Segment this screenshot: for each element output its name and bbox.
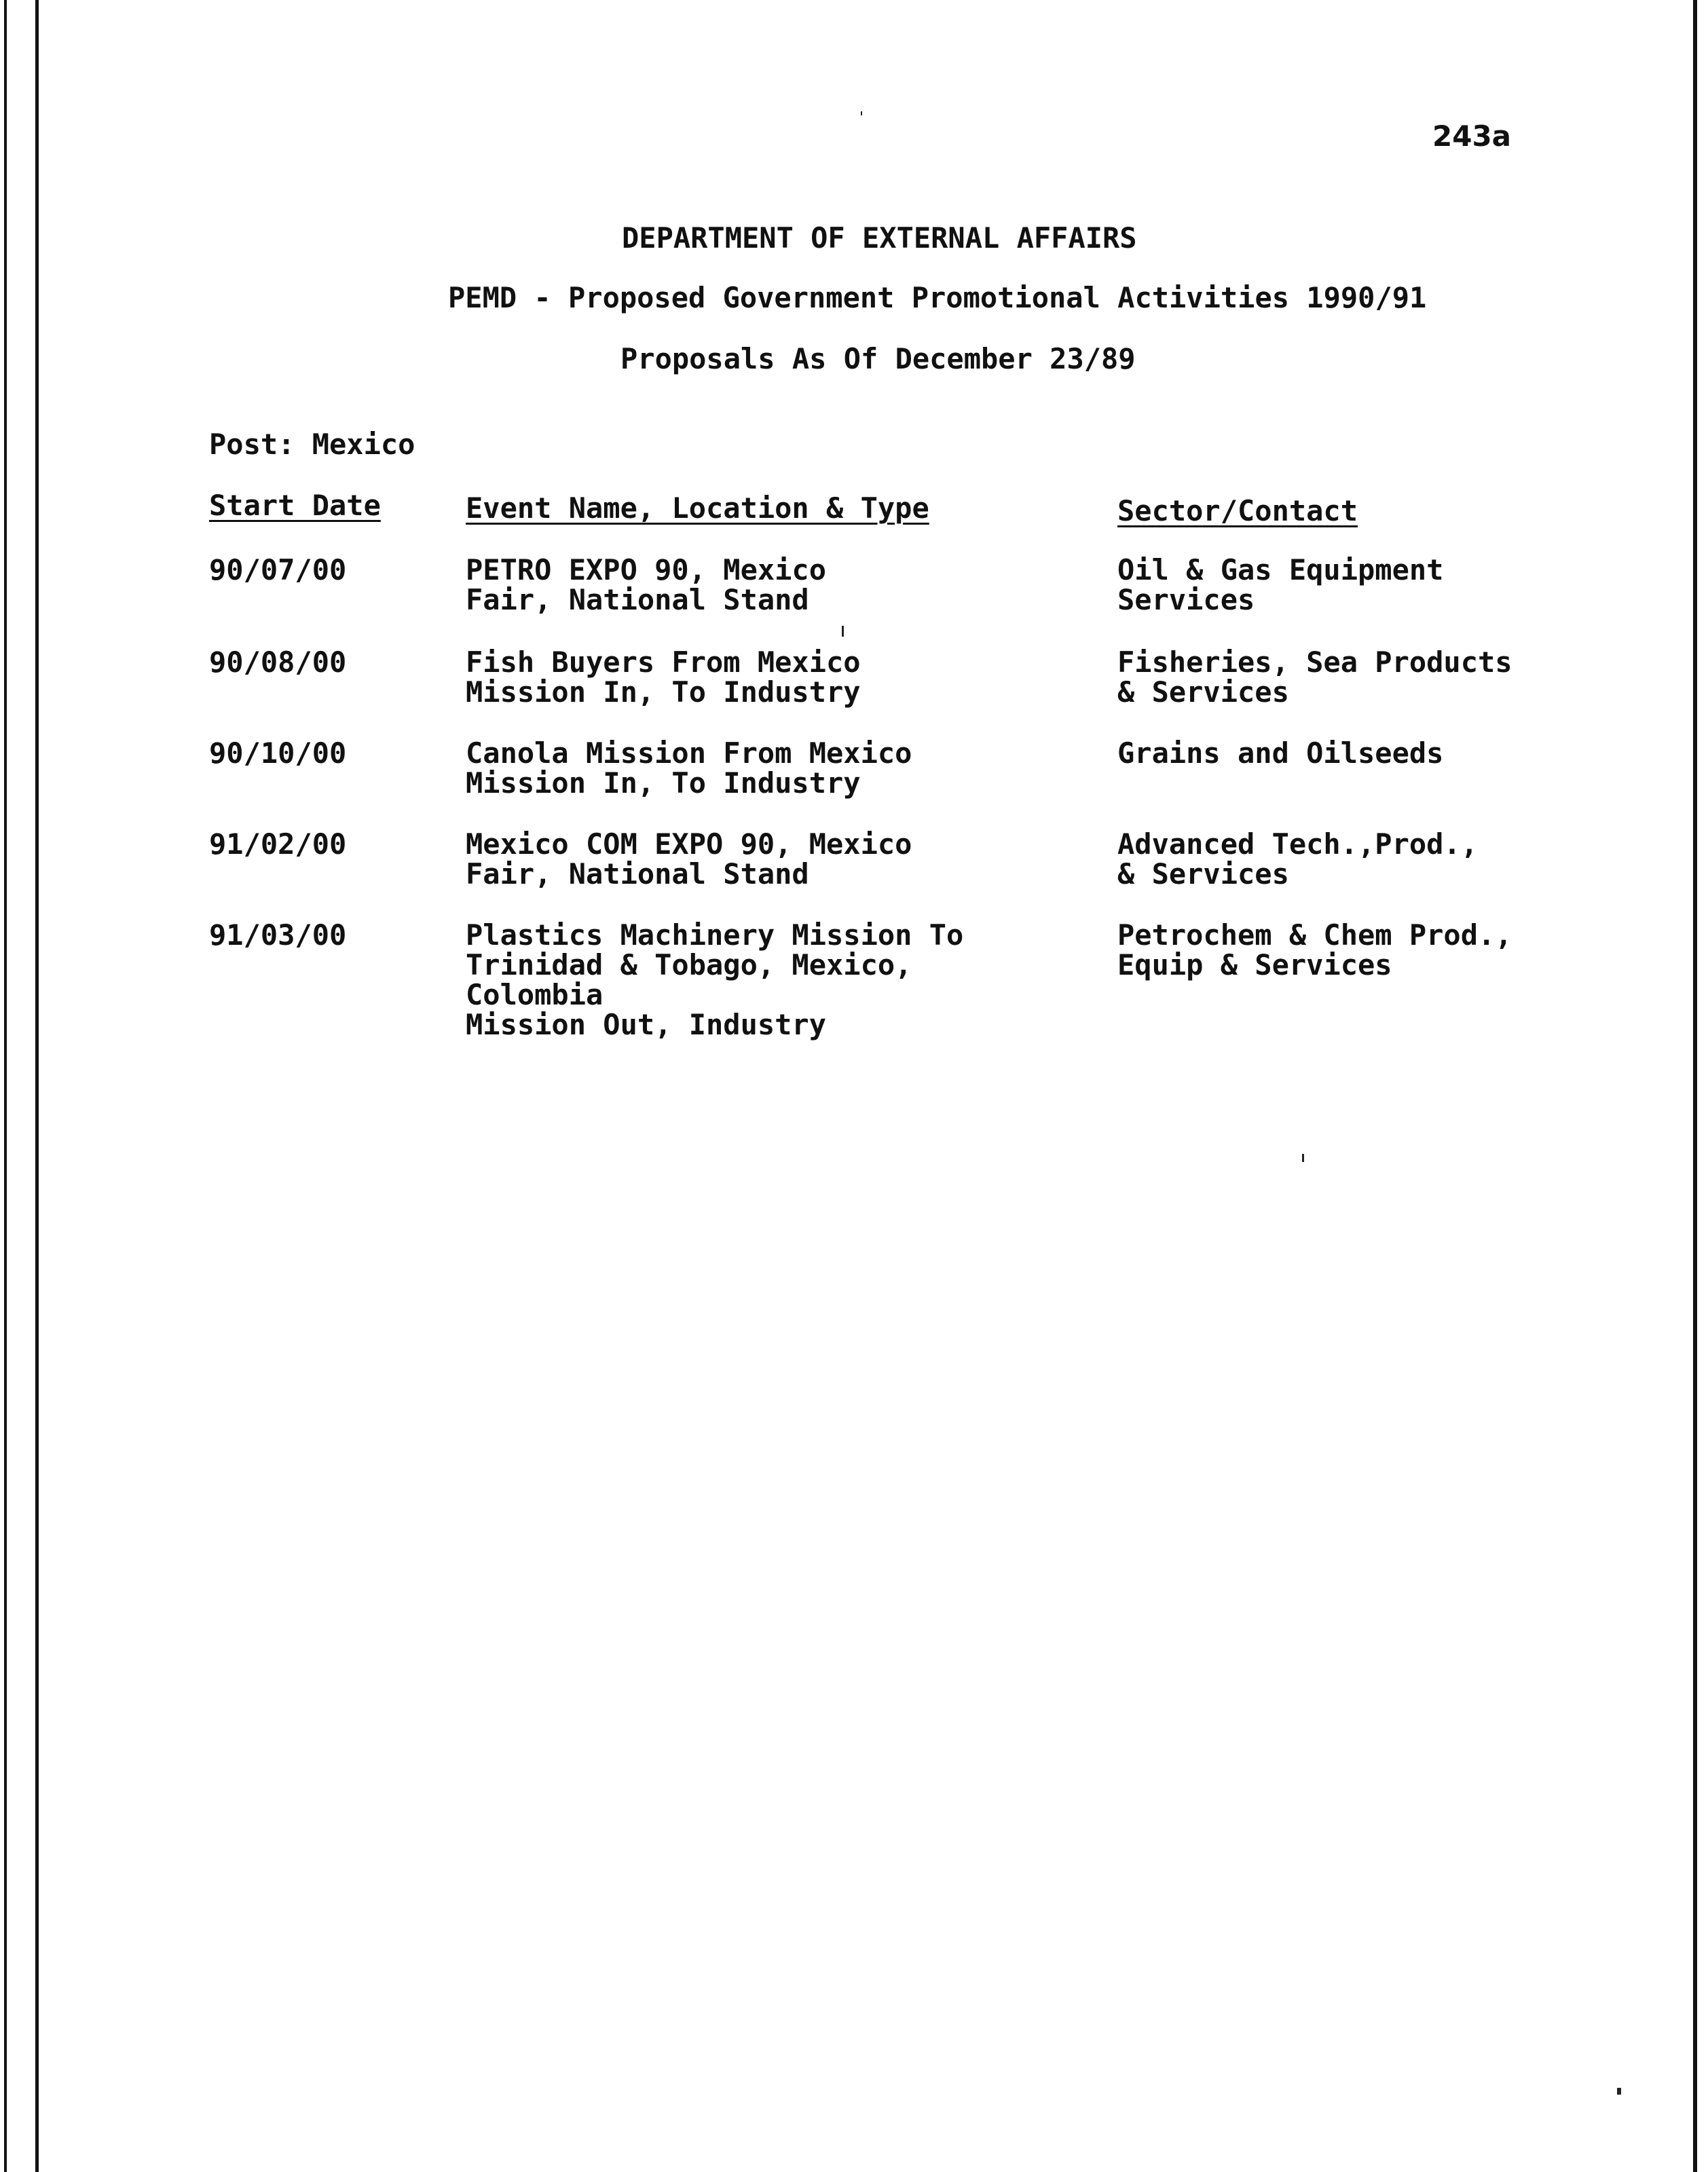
scan-edge-left-inner [35, 0, 39, 2172]
document-title: PEMD - Proposed Government Promotional Activities 1990/91 [448, 281, 1427, 314]
start-date-cell: 90/07/00 [209, 553, 347, 586]
event-line: Mexico COM EXPO 90, Mexico [466, 827, 912, 861]
sector-cell [1117, 829, 1478, 889]
sector-line: Equip & Services [1117, 948, 1392, 981]
sector-line: Oil & Gas Equipment [1117, 553, 1444, 586]
start-date-cell: 90/10/00 [209, 736, 347, 770]
column-header-event: Event Name, Location & Type [466, 491, 929, 525]
department-heading: DEPARTMENT OF EXTERNAL AFFAIRS [622, 221, 1137, 255]
event-line: Colombia [466, 978, 604, 1011]
sector-cell [1117, 555, 1443, 615]
start-date-cell: 91/03/00 [209, 918, 347, 952]
event-cell [466, 555, 826, 615]
sector-line: Advanced Tech.,Prod., [1117, 827, 1479, 861]
sector-line: Fisheries, Sea Products [1117, 645, 1512, 679]
post-label: Post: Mexico [209, 428, 415, 461]
column-header-start-date: Start Date [209, 489, 381, 522]
sector-line: & Services [1117, 857, 1289, 891]
event-line: Mission In, To Industry [466, 766, 861, 800]
event-line: Fair, National Stand [466, 583, 809, 616]
event-cell [466, 738, 912, 798]
event-line: Mission In, To Industry [466, 675, 861, 709]
event-line: Canola Mission From Mexico [466, 736, 912, 770]
event-line: Fish Buyers From Mexico [466, 645, 861, 679]
event-line: Plastics Machinery Mission To [466, 918, 964, 952]
scan-edge-right [1693, 0, 1697, 2172]
proposals-date-line: Proposals As Of December 23/89 [620, 342, 1136, 375]
event-line: Fair, National Stand [466, 857, 809, 891]
event-line: PETRO EXPO 90, Mexico [466, 553, 827, 586]
page-number: 243a [1432, 119, 1512, 153]
event-line: Mission Out, Industry [466, 1008, 827, 1041]
sector-line: Services [1117, 583, 1255, 616]
sector-cell [1117, 738, 1443, 768]
sector-line: Petrochem & Chem Prod., [1117, 918, 1512, 952]
sector-cell [1117, 645, 1512, 709]
scan-speck [861, 111, 862, 115]
scan-speck [1302, 1154, 1304, 1162]
event-cell [466, 920, 963, 1040]
scan-speck [1617, 2088, 1621, 2095]
event-cell [466, 829, 912, 889]
sector-cell [1117, 920, 1512, 980]
sector-line: & Services [1117, 675, 1289, 709]
scan-speck [842, 626, 844, 637]
column-header-sector: Sector/Contact [1117, 494, 1358, 527]
event-line: Trinidad & Tobago, Mexico, [466, 948, 912, 981]
start-date-cell: 91/02/00 [209, 827, 347, 861]
event-cell [466, 645, 861, 709]
sector-line: Grains and Oilseeds [1117, 736, 1444, 770]
start-date-cell: 90/08/00 [209, 645, 347, 679]
scan-edge-left-outer [4, 0, 7, 2172]
